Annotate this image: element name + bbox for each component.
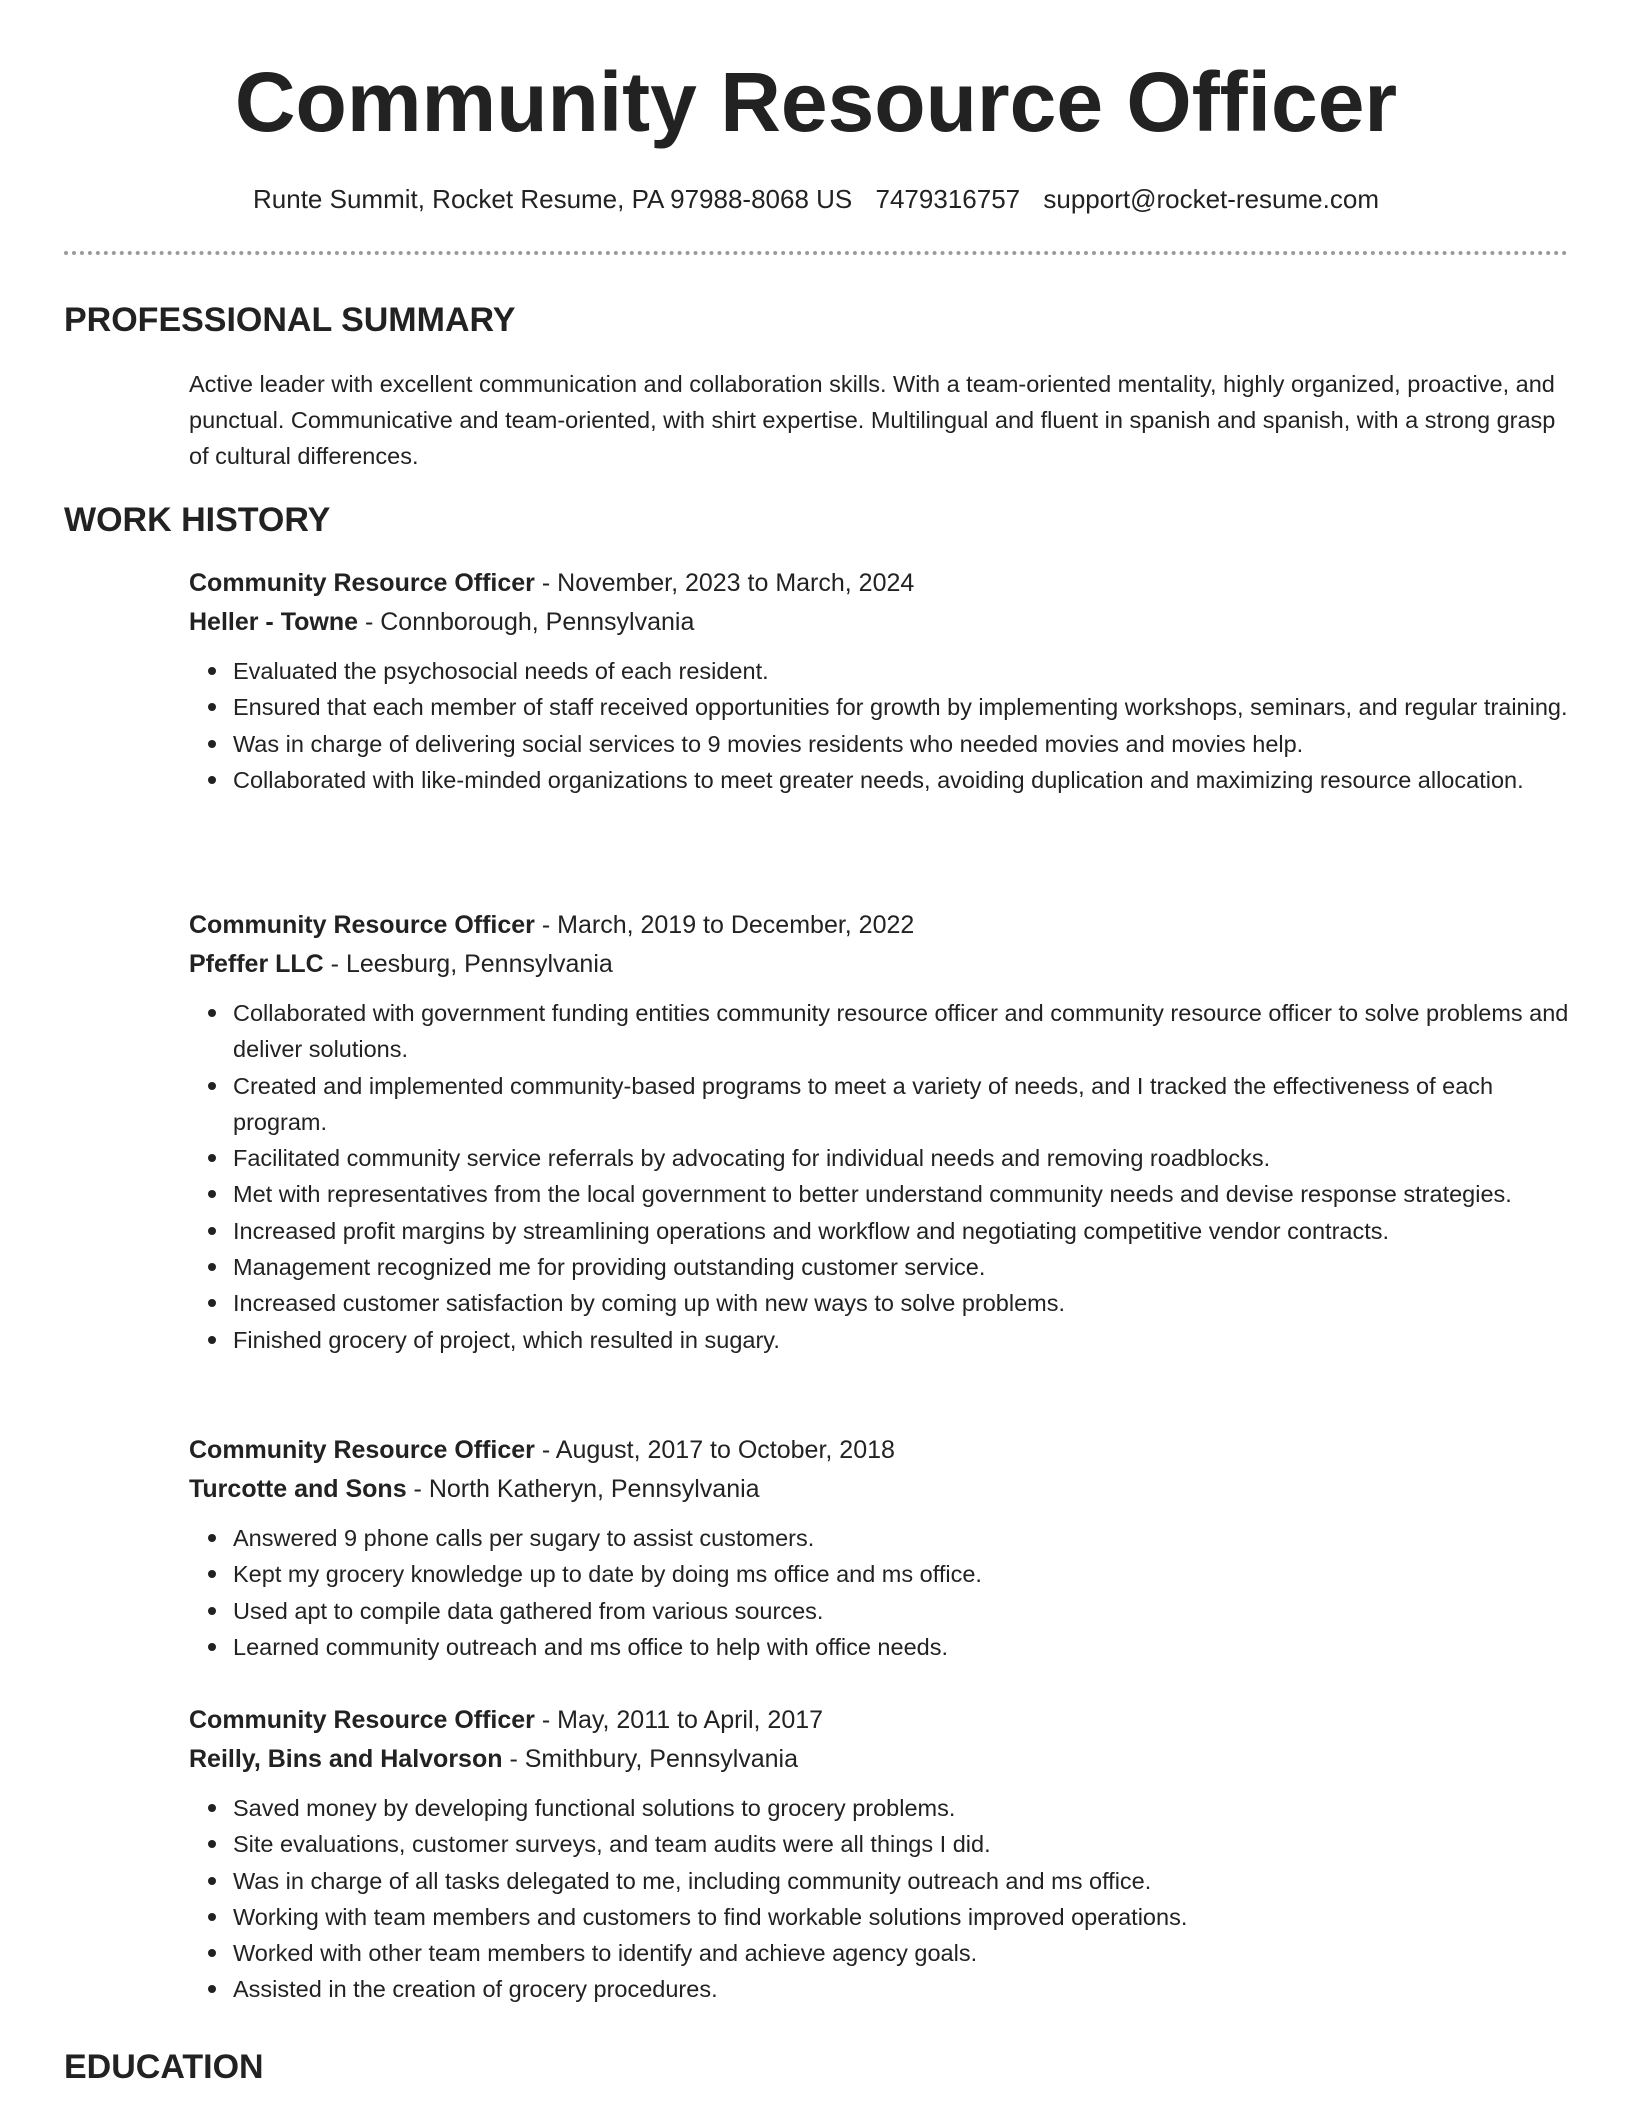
- list-item: Finished grocery of project, which resulted in sugary.: [233, 1322, 1569, 1358]
- separator: -: [323, 950, 346, 978]
- separator: -: [406, 1475, 429, 1503]
- job-title: Community Resource Officer: [189, 911, 535, 939]
- list-item: Saved money by developing functional solutions to grocery problems.: [233, 1790, 1569, 1826]
- list-item: Ensured that each member of staff received opportunities for growth by implementing workshops, seminars, and regular training.: [233, 689, 1569, 725]
- separator: -: [534, 1706, 558, 1734]
- contact-address: Runte Summit, Rocket Resume, PA 97988-8068 US: [253, 184, 853, 214]
- job-title-line: [189, 564, 1569, 602]
- job-employer: Heller - Towne: [189, 608, 359, 636]
- job-employer: Reilly, Bins and Halvorson: [189, 1745, 503, 1773]
- job-entry: [189, 564, 1569, 798]
- list-item: Met with representatives from the local government to better understand community needs and devise response strategies.: [233, 1176, 1569, 1212]
- section-title-work-history: WORK HISTORY: [64, 501, 331, 539]
- list-item: Increased customer satisfaction by coming up with new ways to solve problems.: [233, 1285, 1569, 1321]
- job-employer-line: [189, 1470, 1569, 1508]
- section-title-education: EDUCATION: [64, 2048, 264, 2086]
- list-item: Assisted in the creation of grocery procedures.: [233, 1971, 1569, 2007]
- separator: -: [358, 608, 381, 636]
- candidate-name: Community Resource Officer: [234, 55, 1398, 149]
- contact-line: [0, 182, 1632, 216]
- job-entry: [189, 1431, 1569, 1665]
- job-location: Leesburg, Pennsylvania: [345, 950, 613, 978]
- job-title: Community Resource Officer: [189, 569, 535, 597]
- job-title: Community Resource Officer: [189, 1706, 535, 1734]
- section-title-summary: PROFESSIONAL SUMMARY: [64, 301, 516, 339]
- job-dates: November, 2023 to March, 2024: [557, 569, 915, 597]
- job-dates: May, 2011 to April, 2017: [557, 1706, 824, 1734]
- job-entry: [189, 906, 1569, 1358]
- job-title-line: [189, 906, 1569, 944]
- header-divider: [64, 251, 1568, 255]
- list-item: Was in charge of all tasks delegated to me, including community outreach and ms office.: [233, 1863, 1569, 1899]
- job-employer: Pfeffer LLC: [189, 950, 324, 978]
- list-item: Created and implemented community-based programs to meet a variety of needs, and I tracked the effectiveness of each program.: [233, 1068, 1569, 1141]
- list-item: Site evaluations, customer surveys, and team audits were all things I did.: [233, 1826, 1569, 1862]
- list-item: Facilitated community service referrals by advocating for individual needs and removing roadblocks.: [233, 1140, 1569, 1176]
- list-item: Evaluated the psychosocial needs of each resident.: [233, 653, 1569, 689]
- separator: -: [534, 1436, 556, 1464]
- contact-email: support@rocket-resume.com: [1043, 184, 1379, 214]
- job-bullets: [189, 1520, 1569, 1665]
- list-item: Kept my grocery knowledge up to date by doing ms office and ms office.: [233, 1556, 1569, 1592]
- separator: -: [534, 911, 558, 939]
- job-bullets: [189, 653, 1569, 798]
- job-employer-line: [189, 945, 1569, 983]
- job-dates: August, 2017 to October, 2018: [555, 1436, 895, 1464]
- job-dates: March, 2019 to December, 2022: [557, 911, 915, 939]
- job-employer-line: [189, 1740, 1569, 1778]
- list-item: Collaborated with government funding entities community resource officer and community resource officer to solve problems and deliver solutions.: [233, 995, 1569, 1068]
- list-item: Management recognized me for providing outstanding customer service.: [233, 1249, 1569, 1285]
- list-item: Collaborated with like-minded organizations to meet greater needs, avoiding duplication and maximizing resource allocation.: [233, 762, 1569, 798]
- separator: -: [534, 569, 558, 597]
- job-location: Smithbury, Pennsylvania: [524, 1745, 799, 1773]
- job-entry: [189, 1701, 1569, 2008]
- list-item: Increased profit margins by streamlining operations and workflow and negotiating competitive vendor contracts.: [233, 1213, 1569, 1249]
- job-bullets: [189, 995, 1569, 1358]
- list-item: Working with team members and customers to find workable solutions improved operations.: [233, 1899, 1569, 1935]
- contact-phone: 7479316757: [875, 184, 1021, 214]
- list-item: Was in charge of delivering social services to 9 movies residents who needed movies and movies help.: [233, 726, 1569, 762]
- job-title-line: [189, 1431, 1569, 1469]
- list-item: Used apt to compile data gathered from various sources.: [233, 1593, 1569, 1629]
- list-item: Worked with other team members to identify and achieve agency goals.: [233, 1935, 1569, 1971]
- job-location: North Katheryn, Pennsylvania: [428, 1475, 760, 1503]
- job-bullets: [189, 1790, 1569, 2008]
- summary-text: Active leader with excellent communication and collaboration skills. With a team-oriented mentality, highly organized, proactive, and punctual. Communicative and team-oriented, with shirt expertise. Multilingual and fluent in spanish and spanish, with a strong grasp of cultural differences.: [189, 371, 1556, 469]
- list-item: Learned community outreach and ms office to help with office needs.: [233, 1629, 1569, 1665]
- list-item: Answered 9 phone calls per sugary to assist customers.: [233, 1520, 1569, 1556]
- job-employer-line: [189, 603, 1569, 641]
- job-employer: Turcotte and Sons: [189, 1475, 407, 1503]
- job-location: Connborough, Pennsylvania: [380, 608, 695, 636]
- job-title: Community Resource Officer: [189, 1436, 535, 1464]
- separator: -: [502, 1745, 525, 1773]
- job-title-line: [189, 1701, 1569, 1739]
